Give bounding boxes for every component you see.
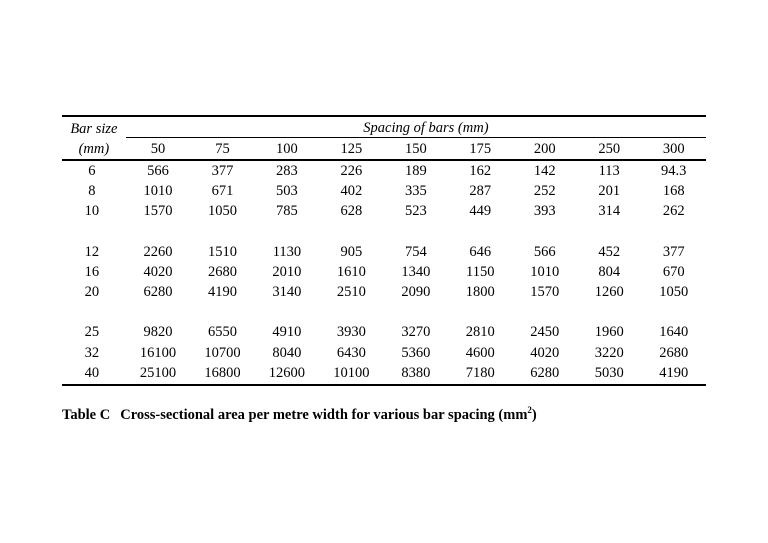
area-cell: 201 [598, 182, 621, 199]
area-cell: 16800 [190, 363, 254, 384]
area-cell: 1510 [207, 243, 237, 260]
group-spacer [62, 222, 706, 242]
area-cell: 1150 [466, 263, 495, 280]
table-caption [62, 405, 537, 424]
caption-close: ) [531, 406, 537, 423]
area-cell: 283 [276, 162, 298, 179]
area-cell: 4190 [207, 284, 237, 301]
area-cell: 566 [533, 243, 556, 260]
area-cell: 2680 [207, 263, 237, 280]
area-cell: 1800 [465, 284, 495, 301]
area-cell: 4600 [465, 344, 495, 361]
area-cell: 226 [340, 162, 363, 179]
area-cell: 6550 [207, 324, 237, 341]
area-cell: 670 [662, 263, 685, 280]
spacing-header-50: 50 [126, 138, 190, 161]
spacing-header-75: 75 [190, 138, 254, 161]
area-cell: 2010 [272, 263, 302, 280]
bar-size-cell: 12 [84, 243, 100, 260]
bar-size-cell: 6 [88, 162, 96, 179]
area-cell: 4910 [272, 324, 302, 341]
area-cell: 2510 [336, 284, 366, 301]
group-spacer [62, 303, 706, 323]
bar-size-header: Bar size [62, 116, 126, 138]
area-cell: 3930 [336, 324, 366, 341]
table-row [62, 242, 706, 262]
table-body [62, 160, 706, 385]
area-cell: 1050 [207, 203, 237, 220]
spacing-header-125: 125 [319, 138, 383, 161]
bar-size-cell: 8 [88, 182, 96, 199]
area-cell: 9820 [143, 324, 173, 341]
area-cell: 2810 [465, 324, 495, 341]
table-row [62, 160, 706, 181]
area-cell: 8040 [272, 344, 302, 361]
caption-label: Table C [62, 406, 111, 423]
bar-area-table [62, 115, 706, 386]
area-cell: 2260 [143, 243, 173, 260]
area-cell: 1610 [336, 263, 366, 280]
area-cell: 3140 [272, 284, 302, 301]
area-cell: 628 [340, 203, 363, 220]
area-cell: 168 [662, 182, 685, 199]
area-cell: 402 [340, 182, 363, 199]
area-cell: 2090 [401, 284, 431, 301]
area-cell: 262 [662, 203, 685, 220]
area-cell: 314 [598, 203, 621, 220]
area-cell: 646 [469, 243, 492, 260]
area-cell: 113 [598, 162, 620, 179]
area-cell: 671 [211, 182, 234, 199]
area-cell: 1570 [530, 284, 560, 301]
table-row [62, 181, 706, 201]
area-cell: 452 [598, 243, 621, 260]
spacing-header-250: 250 [577, 138, 641, 161]
spacing-header-300: 300 [641, 138, 706, 161]
spacing-header-175: 175 [448, 138, 512, 161]
table-row [62, 262, 706, 282]
area-cell: 1960 [594, 324, 624, 341]
area-cell: 1010 [530, 263, 560, 280]
area-cell: 4020 [530, 344, 560, 361]
area-cell: 1010 [143, 182, 173, 199]
area-cell: 1340 [401, 263, 431, 280]
area-cell: 94.3 [661, 162, 687, 179]
bar-size-cell: 10 [84, 203, 100, 220]
area-cell: 393 [533, 203, 556, 220]
area-cell: 10100 [319, 363, 383, 384]
bar-size-cell: 16 [84, 263, 100, 280]
area-cell: 252 [533, 182, 556, 199]
area-cell: 785 [276, 203, 298, 220]
area-cell: 1260 [594, 284, 624, 301]
area-cell: 449 [469, 203, 492, 220]
area-cell: 3270 [401, 324, 431, 341]
caption-text: Cross-sectional area per metre width for various bar spacing (mm [120, 406, 528, 423]
area-cell: 287 [469, 182, 492, 199]
area-cell: 1050 [659, 284, 689, 301]
area-cell: 2680 [659, 344, 689, 361]
table-row [62, 323, 706, 343]
area-cell: 4190 [641, 363, 706, 384]
area-cell: 377 [211, 162, 234, 179]
bar-size-cell: 40 [62, 363, 126, 384]
area-cell: 6280 [513, 363, 577, 384]
spacing-header-200: 200 [513, 138, 577, 161]
bar-unit-header: (mm) [62, 138, 126, 161]
spacing-of-bars-header: Spacing of bars (mm) [126, 116, 706, 138]
area-cell: 6430 [336, 344, 366, 361]
area-cell: 10700 [204, 344, 241, 361]
area-cell: 804 [598, 263, 621, 280]
caption-superscript: 2 [527, 405, 532, 415]
area-cell: 1570 [143, 203, 173, 220]
group-spacer-cell [62, 222, 706, 242]
bar-area-table-container [62, 115, 706, 386]
area-cell: 25100 [126, 363, 190, 384]
area-cell: 7180 [448, 363, 512, 384]
area-cell: 162 [469, 162, 492, 179]
area-cell: 189 [404, 162, 427, 179]
area-cell: 5030 [577, 363, 641, 384]
bar-size-cell: 32 [84, 344, 100, 361]
table-row [62, 363, 706, 384]
area-cell: 8380 [384, 363, 448, 384]
table-row [62, 343, 706, 363]
area-cell: 1130 [272, 243, 302, 260]
area-cell: 12600 [255, 363, 319, 384]
area-cell: 6280 [143, 284, 173, 301]
area-cell: 3220 [594, 344, 624, 361]
area-cell: 566 [147, 162, 169, 179]
area-cell: 905 [340, 243, 363, 260]
area-cell: 523 [404, 203, 427, 220]
area-cell: 754 [404, 243, 427, 260]
bar-size-cell: 20 [84, 284, 100, 301]
group-spacer-cell [62, 303, 706, 323]
area-cell: 2450 [530, 324, 560, 341]
spacing-header-150: 150 [384, 138, 448, 161]
area-cell: 16100 [139, 344, 177, 361]
area-cell: 4020 [143, 263, 173, 280]
area-cell: 335 [404, 182, 427, 199]
table-row [62, 282, 706, 302]
table-row [62, 202, 706, 222]
area-cell: 503 [276, 182, 298, 199]
area-cell: 5360 [401, 344, 431, 361]
area-cell: 377 [662, 243, 685, 260]
area-cell: 1640 [659, 324, 689, 341]
table-header [62, 116, 706, 160]
bar-size-cell: 25 [84, 324, 100, 341]
spacing-header-100: 100 [255, 138, 319, 161]
area-cell: 142 [533, 162, 556, 179]
